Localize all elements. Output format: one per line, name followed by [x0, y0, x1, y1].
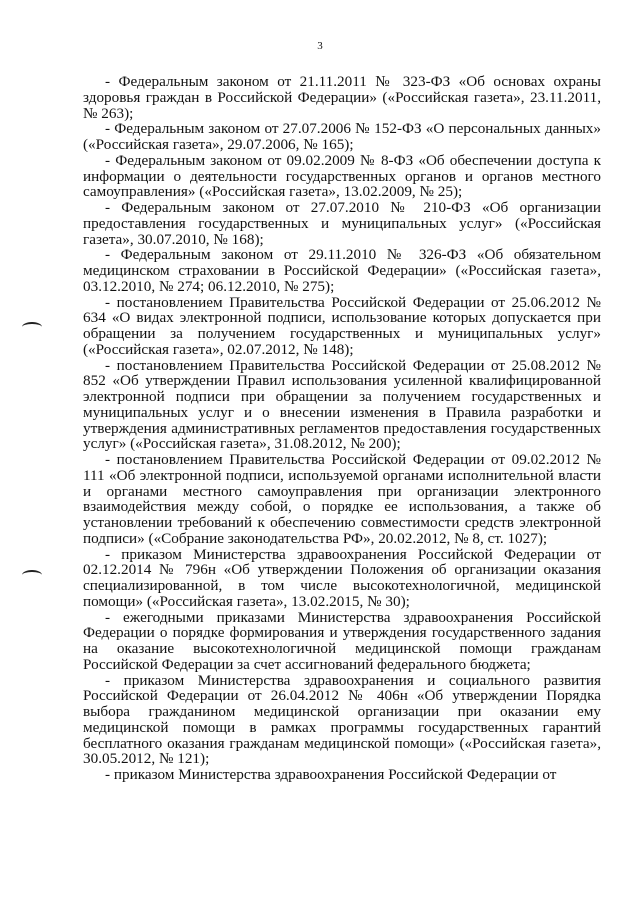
- paragraph: - постановлением Правительства Российской Федерации от 25.06.2012 № 634 «О видах электронной подписи, использование которых допускается при обращении за получением государственных и муниципальных услуг» («Российская газета», 02.07.2012, № 148);: [83, 293, 601, 358]
- paragraph: - приказом Министерства здравоохранения Российской Федерации от: [105, 766, 557, 783]
- paragraph: - Федеральным законом от 29.11.2010 № 326-ФЗ «Об обязательном медицинском страховании в Российской Федерации» («Российская газета», 03.12.2010, № 274; 06.12.2010, № 275);: [83, 246, 601, 295]
- paragraph: - Федеральным законом от 21.11.2011 № 323-ФЗ «Об основах охраны здоровья граждан в Российской Федерации» («Российская газета», 23.11.2011, № 263);: [83, 73, 601, 122]
- paragraph: - постановлением Правительства Российской Федерации от 09.02.2012 № 111 «Об электронной подписи, используемой органами исполнительной власти и органами местного самоуправления при организации электронного взаимодействия между собой, о порядке ее использования, а также об установлении требований к обеспечению совместимости средств электронной подписи» («Собрание законодательства РФ», 20.02.2012, № 8, ст. 1027);: [83, 451, 601, 547]
- margin-mark: [22, 570, 42, 580]
- paragraph: - ежегодными приказами Министерства здравоохранения Российской Федерации о порядке формирования и утверждения государственного задания на оказание высокотехнологичной медицинской помощи гражданам Российской Федерации за счет ассигнований федерального бюджета;: [83, 608, 601, 673]
- page-number: 3: [317, 40, 323, 52]
- document-body: [83, 74, 601, 783]
- paragraph: - Федеральным законом от 27.07.2010 № 210-ФЗ «Об организации предоставления государственных и муниципальных услуг» («Российская газета», 30.07.2010, № 168);: [83, 199, 601, 248]
- paragraph: - Федеральным законом от 27.07.2006 № 152-ФЗ «О персональных данных» («Российская газета», 29.07.2006, № 165);: [83, 120, 601, 153]
- paragraph: - приказом Министерства здравоохранения Российской Федерации от 02.12.2014 № 796н «Об утверждении Положения об организации оказания специализированной, в том числе высокотехнологичной, медицинской помощи» («Российская газета», 13.02.2015, № 30);: [83, 545, 601, 610]
- paragraph: - Федеральным законом от 09.02.2009 № 8-ФЗ «Об обеспечении доступа к информации о деятельности государственных органов и органов местного самоуправления» («Российская газета», 13.02.2009, № 25);: [83, 151, 601, 201]
- paragraph: - приказом Министерства здравоохранения и социального развития Российской Федерации от 26.04.2012 № 406н «Об утверждении Порядка выбора гражданином медицинской организации при оказании ему медицинской помощи в рамках программы государственных гарантий бесплатного оказания гражданам медицинской помощи» («Российская газета», 30.05.2012, № 121);: [83, 671, 601, 768]
- paragraph: - постановлением Правительства Российской Федерации от 25.08.2012 № 852 «Об утверждении Правил использования усиленной квалифицированной электронной подписи при обращении за получением государственных и муниципальных услуг и о внесении изменения в Правила разработки и утверждения административных регламентов предоставления государственных услуг» («Российская газета», 31.08.2012, № 200);: [83, 356, 601, 453]
- margin-mark: [22, 322, 42, 332]
